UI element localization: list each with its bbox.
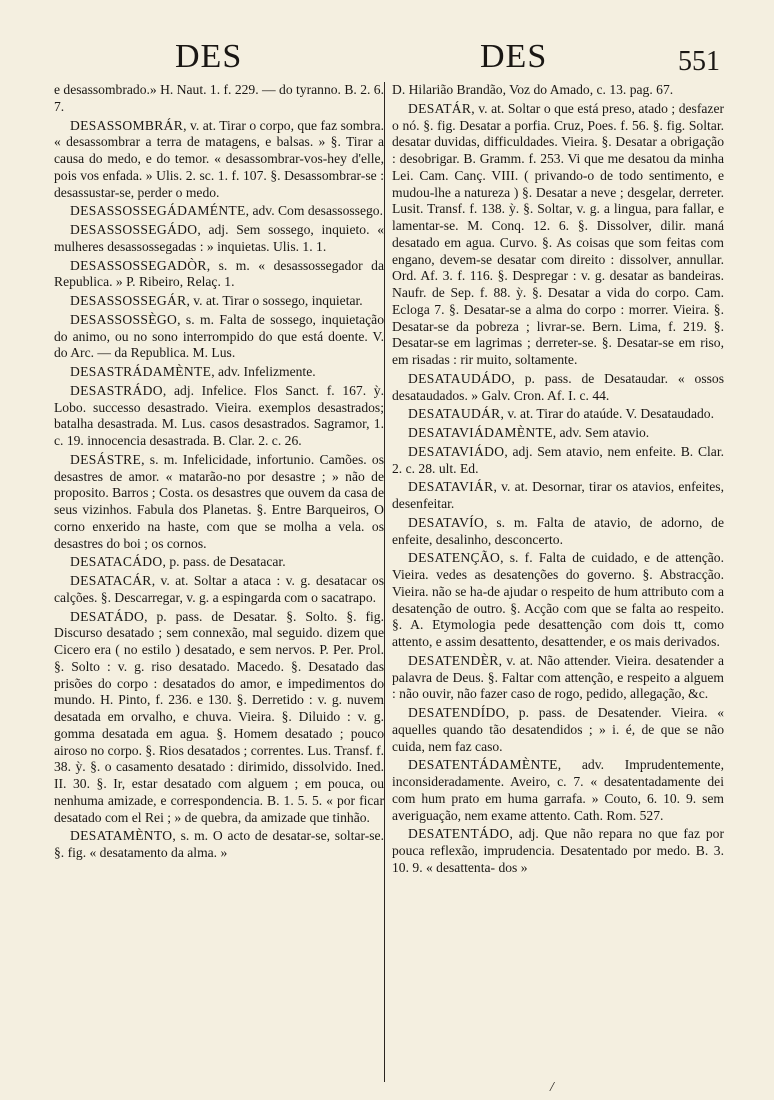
entry-definition: e desassombrado.» H. Naut. 1. f. 229. — do tyranno. B. 2. 6. 7. <box>54 82 384 114</box>
entry-definition: , v. at. Tirar do ataúde. V. Desataudado. <box>500 406 714 422</box>
dictionary-entry <box>54 609 384 827</box>
entry-headword: DESATENDÍDO <box>408 705 506 720</box>
entry-definition: , v. at. Tirar o sossego, inquietar. <box>186 293 363 308</box>
entry-headword: DESATENTÁDAMÈNTE <box>408 757 558 773</box>
left-column <box>54 82 384 1082</box>
dictionary-entry <box>392 444 724 478</box>
running-head-right: DES <box>480 38 548 75</box>
entry-definition: , s. m. Infelicidade, infortunio. Camões. os desastres de amor. « matarão-no por desastre ; » não de proposito. Barros ; Costa. os desastres que ouvem da casa de seus vizinhos. Fabula dos Planetas. §. Entre Barqueiros, O corno enxerido na haste, com que se molha a vela. os desastres do boi ; os cornos. <box>54 451 384 551</box>
dictionary-entry <box>54 222 384 256</box>
entry-headword: DESATAUDÁDO <box>408 370 512 386</box>
entry-headword: DESASSOSSEGÁDO <box>70 222 198 237</box>
dictionary-entry <box>392 406 724 423</box>
entry-headword: DESATAVIÁDAMÈNTE <box>408 425 553 440</box>
entry-definition: , v. at. Tirar o corpo, que faz sombra. « desassombrar a terra de matagens, e balsas. » §. Tirar a causa do medo, e do temor. « desassombrar-vos-hey d'elle, pois vos enfada. » Ulis. 2. sc. 1. f. 107. §. Desassombrar-se : desassustar-se, perder o medo. <box>54 117 384 200</box>
dictionary-entry <box>392 101 724 369</box>
entry-definition: , s. m. Falta de sossego, inquietação do animo, ou no sono interrompido do que está doente. V. do Arc. — da Republica. M. Lus. <box>54 311 384 361</box>
entry-definition: , adv. Infelizmente. <box>211 364 316 379</box>
entry-headword: DESATENÇÃO <box>408 550 501 566</box>
page-number: 551 <box>678 46 720 77</box>
entry-definition: D. Hilarião Brandão, Voz do Amado, c. 13. pag. 67. <box>392 82 674 97</box>
entry-headword: DESATAVIÁR <box>408 479 494 495</box>
dictionary-entry <box>54 293 384 310</box>
entry-headword: DESASSOSSEGADÒR <box>70 257 207 273</box>
entry-definition: , p. pass. de Desataudar. « ossos desataudados. » Galv. Cron. Af. I. c. 44. <box>392 370 724 403</box>
right-column <box>392 82 724 1082</box>
entry-definition: , s. f. Falta de cuidado, e de attenção. Vieira. vedes as desatenções do governo. §. Abstracção. Vieira. não se ha-de ajudar o respeito de hum attributo com a desatenção de outro. §. Acção com que se falta ao respeito. §. A. Etymologia pede desattenção com dois tt, como attento, e assim desattento, desattender, e os mais derivados. <box>392 550 724 649</box>
dictionary-entry <box>54 554 384 571</box>
dictionary-entry <box>54 573 384 607</box>
dictionary-entry <box>392 757 724 824</box>
footer-mark: / <box>550 1080 554 1095</box>
entry-definition: , adv. Imprudentemente, inconsideradamente. Aveiro, c. 7. « desatentadamente dei com hum prato em huma garrafa. » Couto, 6. 10. 9. sem averiguação, nem exame attento. Cath. Rom. 527. <box>392 757 724 823</box>
entry-headword: DESATÁR <box>408 100 472 116</box>
dictionary-entry <box>54 82 384 116</box>
running-head-left: DES <box>175 38 243 75</box>
entry-definition: , adj. Infelice. Flos Sanct. f. 167. ỳ. Lobo. successo desastrado. Vieira. exemplos desastrados; batalha desastrada. M. Lus. casos desastrados. Sagramor, 1. c. 19. innocencia desastrada. B. Clar. 2. c. 26. <box>54 382 384 448</box>
entry-definition: , v. at. Soltar a ataca : v. g. desatacar os calções. §. Descarregar, v. g. a espingarda com o sacatrapo. <box>54 573 384 605</box>
entry-headword: DESATÁDO <box>70 608 145 624</box>
entry-headword: DESATACÁR <box>70 573 152 588</box>
dictionary-entry <box>54 118 384 202</box>
entry-headword: DESATAVÍO <box>408 514 485 530</box>
entry-definition: , v. at. Não attender. Vieira. desatender a palavra de Deus. §. Faltar com attenção, e respeito a alguem : não ouvir, não fazer caso de rogo, pedido, allegação, &c. <box>392 652 724 702</box>
dictionary-entry <box>392 479 724 513</box>
dictionary-entry <box>54 383 384 450</box>
entry-definition: , s. m. Falta de atavio, de adorno, de enfeite, desalinho, desconcerto. <box>392 514 724 547</box>
dictionary-entry <box>392 705 724 755</box>
entry-headword: DESASSOSSEGÁR <box>70 293 187 308</box>
entry-headword: DESATENDÈR <box>408 652 499 668</box>
dictionary-entry <box>392 371 724 405</box>
entry-definition: , adv. Sem atavio. <box>552 425 650 440</box>
entry-definition: , adj. Sem atavio, nem enfeite. B. Clar. 2. c. 28. ult. Ed. <box>392 443 724 476</box>
dictionary-entry <box>392 82 724 99</box>
entry-headword: DESATAMÈNTO <box>70 828 173 844</box>
entry-headword: DESÁSTRE <box>70 451 142 467</box>
dictionary-entry <box>54 258 384 292</box>
dictionary-entry <box>54 828 384 862</box>
entry-headword: DESATENTÁDO <box>408 826 510 842</box>
dictionary-entry <box>392 826 724 876</box>
dictionary-entry <box>54 203 384 220</box>
entry-headword: DESASTRÁDO <box>70 382 163 398</box>
dictionary-entry <box>392 425 724 442</box>
entry-definition: , adj. Sem sossego, inquieto. « mulheres desassossegadas : » inquietas. Ulis. 1. 1. <box>54 222 384 254</box>
entry-headword: DESATAUDÁR <box>408 406 501 422</box>
dictionary-entry <box>54 452 384 553</box>
entry-definition: , v. at. Soltar o que está preso, atado ; desfazer o nó. §. fig. Desatar a porfia. Cruz, Poes. f. 56. §. fig. Soltar. desatar duvidas, difficuldades. Vieira. §. Desatar a obrigação : desobrigar. B. Gramm. f. 253. Vi que me desatou da minha Lei. Cam. Canç. VIII. ( privando-o de todo sentimento, e mudou-lhe a natureza ) §. Desatar a neve ; desgelar, derreter. Lusit. Transf. f. 138. ỳ. §. Soltar, v. g. a lingua, para fallar, e lamentar-se. M. Conq. 12. 6. §. Dissolver, dilir. maná desatado em agua. Curvo. §. As coisas que som feitas com engano, devem-se desatar com direito : dissolver, annullar. Ord. Af. 3. f. 116. §. Despregar : v. g. desatar as bandeiras. Naufr. de Sep. f. 88. ỳ. §. Desatar a vida do corpo. Cam. Ecloga 7. §. Desatar-se a alma do corpo : morrer. Vieira. §. Desatar-se da pobreza ; livrar-se. Bern. Lima, f. 219. §. Desatar-se em lagrimas ; derreter-se. §. Desatar-se em riso, em risadas : rir muito, soltamente. <box>392 100 724 367</box>
dictionary-entry <box>392 550 724 651</box>
entry-headword: DESASSOMBRÁR <box>70 117 184 133</box>
entry-definition: , v. at. Desornar, tirar os atavios, enfeites, desenfeitar. <box>392 479 724 511</box>
column-divider <box>384 82 385 1082</box>
entry-definition: , adv. Com desassossego. <box>245 203 383 219</box>
entry-definition: , s. m. O acto de desatar-se, soltar-se. §. fig. « desatamento da alma. » <box>54 828 384 860</box>
entry-definition: , adj. Que não repara no que faz por pouca reflexão, imprudencia. Desatentado por medo. B. 3. 10. 9. « desattenta- dos » <box>392 826 724 875</box>
entry-headword: DESASTRÁDAMÈNTE <box>70 364 212 379</box>
entry-headword: DESATAVIÁDO <box>408 443 505 459</box>
dictionary-entry <box>392 515 724 549</box>
dictionary-entry <box>54 364 384 381</box>
entry-headword: DESATACÁDO <box>70 554 163 570</box>
entry-definition: , p. pass. de Desatar. §. Solto. §. fig. Discurso desatado ; sem connexão, mal seguido. dizem que Cicero era ( no estilo ) desatado, e sem nervos. P. Per. Prol. §. Solto : v. g. riso desatado. Macedo. §. Desatado das prisões do corpo : desatados do amor, e impedimentos do mundo. H. Pinto, f. 236. e 130. §. Derretido : v. g. nuvem desatada em orvalho, e chuva. Vieira. §. Diluido : v. g. gomma desatada em agua. §. Homem desatado ; pouco airoso no corpo. §. Rios desatados ; correntes. Lus. Transf. f. 38. ỳ. §. o casamento desatado : dirimido, dissolvido. Ined. II. 30. §. Ir, estar desatado com alguem ; em pouca, ou nenhuma amizade, e correspondencia. B. 1. 5. 5. « por ficar desatado com el Rei ; » de quebra, da amizade que tinhão. <box>54 608 384 825</box>
entry-definition: , p. pass. de Desatender. Vieira. « aquelles quando tão desatendidos ; » i. é, de que se não cuida, nem faz caso. <box>392 705 724 754</box>
entry-definition: , s. m. « desassossegador da Republica. » P. Ribeiro, Relaç. 1. <box>54 257 384 290</box>
dictionary-entry <box>392 653 724 703</box>
entry-definition: , p. pass. de Desatacar. <box>162 554 286 570</box>
entry-headword: DESASSOSSÈGO <box>70 311 178 327</box>
entry-headword: DESASSOSSEGÁDAMÉNTE <box>70 203 246 219</box>
dictionary-entry <box>54 312 384 362</box>
